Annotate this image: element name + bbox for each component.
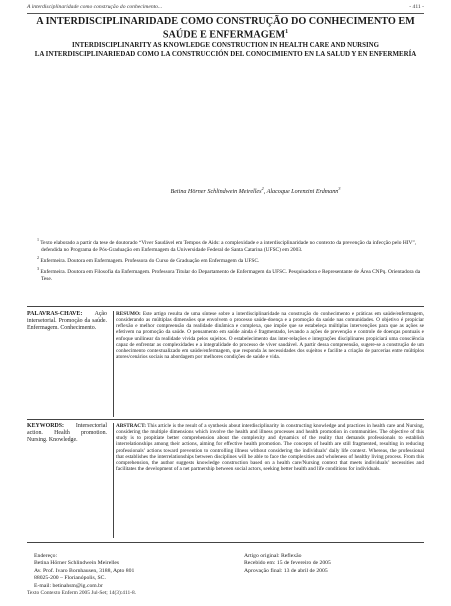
resumo-text-block bbox=[116, 311, 424, 360]
divider-2 bbox=[27, 542, 424, 543]
column-divider bbox=[113, 423, 114, 538]
footnote-3-mark: 3 bbox=[37, 265, 39, 271]
title-block bbox=[27, 16, 424, 59]
address-line: Av. Prof. Ivaro Bornhausen, 3188, Apto 801 bbox=[34, 567, 135, 574]
keywords-english bbox=[27, 423, 107, 445]
keywords-label: KEYWORDS: bbox=[27, 423, 64, 429]
abstract-text-block bbox=[116, 423, 424, 472]
address-line: 88025-200 – Florianópolis, SC. bbox=[34, 575, 106, 582]
keywords-text: Ação intersetorial. Promoção da saúde. Enfermagem. Conhecimento. bbox=[27, 311, 107, 332]
abstract-portuguese bbox=[27, 311, 424, 417]
running-head bbox=[27, 3, 424, 14]
title-footnote-mark: 1 bbox=[285, 29, 289, 36]
author-line bbox=[80, 186, 431, 195]
keywords-label: PALAVRAS-CHAVE: bbox=[27, 311, 83, 317]
footnote-1-text: Texto elaborado a partir da tese de doutorado “Viver Saudável em Tempos de Aids: a complexidade e a interdisciplinaridade no contexto da prevenção da infecção pelo HIV”, defendida no Programa de Pós-Graduação em Enfermagem da Universidade Federal de Santa Catarina (UFSC) em 2003. bbox=[40, 239, 417, 253]
footnote-1-mark: 1 bbox=[37, 237, 39, 242]
footnotes bbox=[37, 237, 421, 284]
email-address: E-mail: betinahsm@ig.com.br bbox=[34, 582, 103, 589]
running-head-title: A interdisciplinaridade como construção do conhecimento... bbox=[27, 4, 163, 10]
footnote-2-mark: 2 bbox=[37, 254, 39, 260]
footnote-3 bbox=[37, 266, 421, 282]
footnote-3-text: Enfermeira. Doutora em Filosofia da Enfermagem. Professora Titular do Departamento de Enfermagem da UFSC. Pesquisadora e Representante de Área CNPq. Orientadora da Tese. bbox=[40, 268, 421, 282]
received-date: Recebido em: 15 de fevereiro de 2005 bbox=[244, 560, 331, 567]
divider-top bbox=[27, 306, 424, 307]
article-title bbox=[27, 16, 424, 41]
footnote-1 bbox=[37, 237, 421, 253]
title-text: A INTERDISCIPLINARIDADE COMO CONSTRUÇÃO DO CONHECIMENTO EM SAÚDE E ENFERMAGEM bbox=[36, 16, 415, 41]
address-label: Endereço: bbox=[34, 553, 58, 559]
keywords-text: Intersectorial action. Health promotion. Nursing. Knowledge. bbox=[27, 423, 107, 444]
keywords-portuguese bbox=[27, 311, 107, 333]
footnote-2 bbox=[37, 255, 421, 265]
title-spanish: LA INTERDISCIPLINARIEDAD COMO LA CONSTRUCCIÓN DEL CONOCIMIENTO EN LA SALUD Y EN ENFERMERÍA bbox=[34, 51, 417, 58]
author-2: Alacoque Lorenzini Erdmann bbox=[266, 189, 339, 196]
author-1: Betina Hörner Schlindwein Meirelles bbox=[170, 189, 262, 196]
correspondence-address bbox=[34, 553, 214, 590]
address-line: Betina Hörner Schlindwein Meirelles bbox=[34, 560, 120, 567]
article-type: Artigo original: Reflexão bbox=[244, 553, 302, 559]
footnote-2-text: Enfermeira. Doutora em Enfermagem. Professora do Curso de Graduação em Enfermagem da UFSC. bbox=[40, 257, 260, 264]
divider-1 bbox=[27, 419, 424, 420]
resumo-text: Este artigo resulta de uma síntese sobre a interdisciplinaridade na construção do conhecimento e práticas em saúde/enfermagem, considerando as múltiplas dimensões que envolvem o processo saúde-doença e a promoção da saúde nas comunidades. O objetivo é propiciar reflexão e melhor compreensão da realidade dinâmica e complexa, que impõe que se estabeleça múltiplas intervenções para que as ações se efetivem na promoção da saúde. O pensamento em saúde ainda é fragmentado, levando a ações de prevenção e controle de doenças pontuais e enfoque unilinear da realidade vivida pelos sujeitos. O estabelecimento das inter-relações e integrações disciplinares propiciará uma consciência capaz de enfrentar as complexidades e a integralidade do processo de viver saudável. A partir dessa compreensão, sugere-se a construção de um conhecimento contextualizado em saúde/enfermagem, que responda às necessidades dos sujeitos e facilite a criação de parcerias entre múltiplos atores/cenários sociais na abordagem por melhores condições de saúde e vida. bbox=[116, 311, 425, 361]
resumo-label: RESUMO: bbox=[116, 311, 141, 317]
title-english: INTERDISCIPLINARITY AS KNOWLEDGE CONSTRUCTION IN HEALTH CARE AND NURSING bbox=[72, 42, 379, 50]
page-number: - 411 - bbox=[409, 4, 424, 10]
abstract-english bbox=[27, 423, 424, 538]
approved-date: Aprovação final: 13 de abril de 2005 bbox=[244, 567, 328, 574]
journal-reference: Texto Contexto Enferm 2005 Jul-Set; 14(3):411-8. bbox=[27, 590, 137, 596]
article-dates bbox=[244, 553, 424, 575]
author-2-mark: 3 bbox=[338, 186, 341, 191]
column-divider bbox=[113, 311, 114, 417]
author-1-mark: 2 bbox=[261, 186, 264, 191]
abstract-label: ABSTRACT: bbox=[116, 423, 146, 429]
abstract-text: This article is the result of a synthesis about interdisciplinarity in constructing knowledge and practices in health care and Nursing, considering the multiple dimensions which involve the health and illness processes and health promotion in communities. The objective of this study is to propitiate better comprehension about the complexity and dynamics of the reality that demands professionals to establish interrelationships among their actions, aiming for effective health promotion. The concepts of health are still fragmented, resulting in reducing professionals’ actions toward prevention to controlling illness without considering the individuals’ daily life context. Whereas, the professional that establishes the interrelationships between disciplines will be able to face the complexities and wholeness of healthy living process. From this comprehension, the author suggests knowledge construction based on a health care/Nursing context that meets individuals’ necessities and facilitates the development of a net partnership between social actors, seeking better health and life conditions for individuals. bbox=[116, 423, 424, 473]
author-separator: , bbox=[263, 189, 267, 196]
